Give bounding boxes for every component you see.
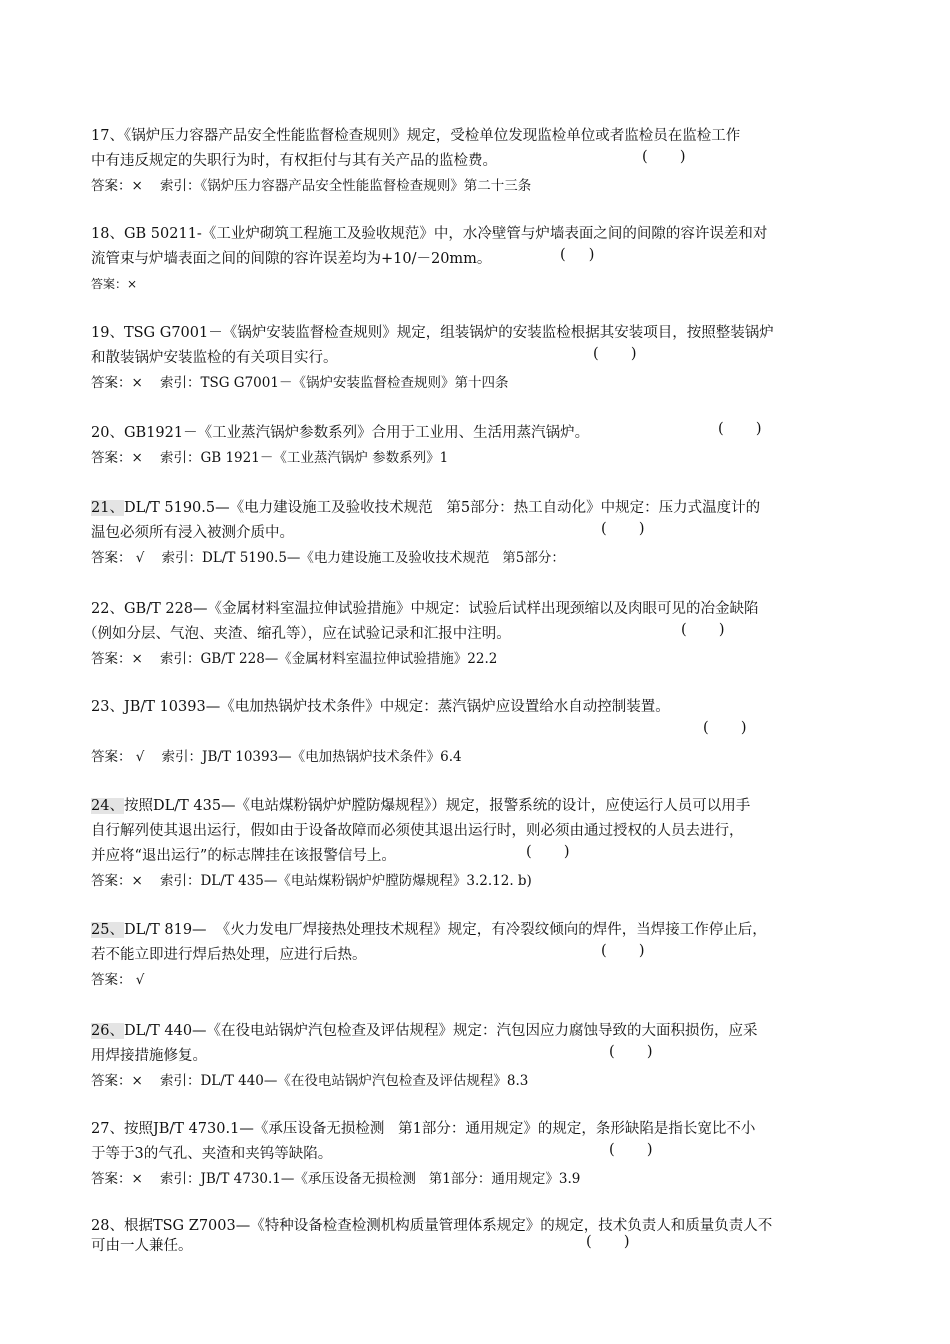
question-27	[91, 1117, 861, 1192]
question-26	[91, 1019, 861, 1094]
question-text-line: 24、按照DL/T 435—《电站煤粉锅炉炉膛防爆规程》）规定，报警系统的设计，应使运行人员可以用手	[91, 798, 751, 814]
question-text-line: 于等于3的气孔、夹渣和夹钨等缺陷。	[91, 1146, 333, 1162]
answer-blank[interactable]: ( )	[681, 622, 725, 638]
question-25	[91, 918, 861, 993]
answer-line: 答案：× 索引：GB/T 228—《金属材料室温拉伸试验措施》22.2	[91, 651, 498, 667]
answer-blank[interactable]: ( )	[601, 521, 645, 537]
question-text-line: （例如分层、气泡、夹渣、缩孔等），应在试验记录和汇报中注明。	[83, 626, 511, 642]
question-23	[91, 695, 861, 770]
question-text-line: 和散装锅炉安装监检的有关项目实行。	[91, 350, 338, 366]
question-text-line: 可由一人兼任。	[91, 1238, 193, 1254]
question-number: 21、	[91, 500, 124, 516]
question-21	[91, 496, 861, 571]
question-text-line: 26、DL/T 440—《在役电站锅炉汽包检查及评估规程》规定：汽包因应力腐蚀导致的大面积损伤，应采	[91, 1023, 758, 1039]
answer-line: 答案：× 索引：GB 1921－《工业蒸汽锅炉 参数系列》1	[91, 450, 449, 466]
answer-line: 答案：× 索引：JB/T 4730.1—《承压设备无损检测 第1部分：通用规定》3.9	[91, 1171, 581, 1187]
question-text-line: 20、GB1921－《工业蒸汽锅炉参数系列》合用于工业用、生活用蒸汽锅炉。	[91, 425, 590, 441]
question-text-line: 若不能立即进行焊后热处理，应进行后热。	[91, 947, 367, 963]
answer-line: 答案：× 索引：DL/T 435—《电站煤粉锅炉炉膛防爆规程》3.2.12. b)	[91, 873, 532, 889]
question-28	[91, 1214, 861, 1253]
answer-line: 答案： √	[91, 972, 145, 988]
question-text-line: 25、DL/T 819— 《火力发电厂焊接热处理技术规程》规定，有冷裂纹倾向的焊件，当焊接工作停止后，	[91, 922, 767, 938]
question-text-line: 21、DL/T 5190.5—《电力建设施工及验收技术规范 第5部分：热工自动化》中规定：压力式温度计的	[91, 500, 761, 516]
question-number: 25、	[91, 922, 124, 938]
question-number: 24、	[91, 798, 124, 814]
question-text-line: 17、《锅炉压力容器产品安全性能监督检查规则》规定，受检单位发现监检单位或者监检员在监检工作	[91, 128, 741, 144]
answer-blank[interactable]: ( )	[609, 1044, 653, 1060]
answer-line: 答案：×	[91, 277, 138, 291]
question-text-line: 27、按照JB/T 4730.1—《承压设备无损检测 第1部分：通用规定》的规定，条形缺陷是指长宽比不小	[91, 1121, 756, 1137]
question-text-line: 流管束与炉墙表面之间的间隙的容许误差均为+10/－20mm。	[91, 251, 492, 267]
answer-line: 答案：× 索引：DL/T 440—《在役电站锅炉汽包检查及评估规程》8.3	[91, 1073, 529, 1089]
answer-line: 答案：× 索引：TSG G7001－《锅炉安装监督检查规则》第十四条	[91, 375, 509, 391]
question-text-line: 18、GB 50211-《工业炉砌筑工程施工及验收规范》中，水冷壁管与炉墙表面之间的间隙的容许误差和对	[91, 226, 768, 242]
question-text-line: 23、JB/T 10393—《电加热锅炉技术条件》中规定：蒸汽锅炉应设置给水自动控制装置。	[91, 699, 670, 715]
answer-blank[interactable]: ( )	[642, 149, 686, 165]
answer-line: 答案： √ 索引：JB/T 10393—《电加热锅炉技术条件》6.4	[91, 749, 462, 765]
question-24	[91, 794, 861, 894]
question-text-line: 中有违反规定的失职行为时，有权拒付与其有关产品的监检费。	[91, 153, 497, 169]
question-19	[91, 321, 861, 396]
question-20	[91, 421, 861, 471]
question-number: 26、	[91, 1023, 124, 1039]
answer-blank[interactable]: ( )	[703, 720, 747, 736]
answer-blank[interactable]: ( )	[560, 247, 595, 263]
question-text-line: 自行解列使其退出运行，假如由于设备故障而必须使其退出运行时，则必须由通过授权的人员去进行，	[91, 823, 744, 839]
question-17	[91, 124, 861, 199]
question-text-line: 用焊接措施修复。	[91, 1048, 207, 1064]
answer-blank[interactable]: ( )	[526, 844, 570, 860]
question-text-line: 19、TSG G7001－《锅炉安装监督检查规则》规定，组装锅炉的安装监检根据其安装项目，按照整装锅炉	[91, 325, 774, 341]
answer-blank[interactable]: ( )	[718, 421, 762, 437]
question-text-line: 并应将“退出运行”的标志牌挂在该报警信号上。	[91, 848, 396, 864]
question-22	[83, 597, 861, 672]
answer-line: 答案：× 索引：《锅炉压力容器产品安全性能监督检查规则》第二十三条	[91, 178, 532, 194]
question-text-line: 22、GB/T 228—《金属材料室温拉伸试验措施》中规定：试验后试样出现颈缩以及肉眼可见的冶金缺陷	[91, 601, 759, 617]
question-18	[91, 222, 861, 297]
answer-blank[interactable]: ( )	[593, 346, 637, 362]
answer-line: 答案： √ 索引：DL/T 5190.5—《电力建设施工及验收技术规范 第5部分：	[91, 550, 565, 566]
answer-blank[interactable]: ( )	[609, 1142, 653, 1158]
answer-blank[interactable]: ( )	[601, 943, 645, 959]
question-text-line: 温包必须所有浸入被测介质中。	[91, 525, 294, 541]
answer-blank[interactable]: ( )	[586, 1234, 630, 1250]
question-text-line: 28、根据TSG Z7003—《特种设备检查检测机构质量管理体系规定》的规定，技术负责人和质量负责人不	[91, 1218, 773, 1234]
